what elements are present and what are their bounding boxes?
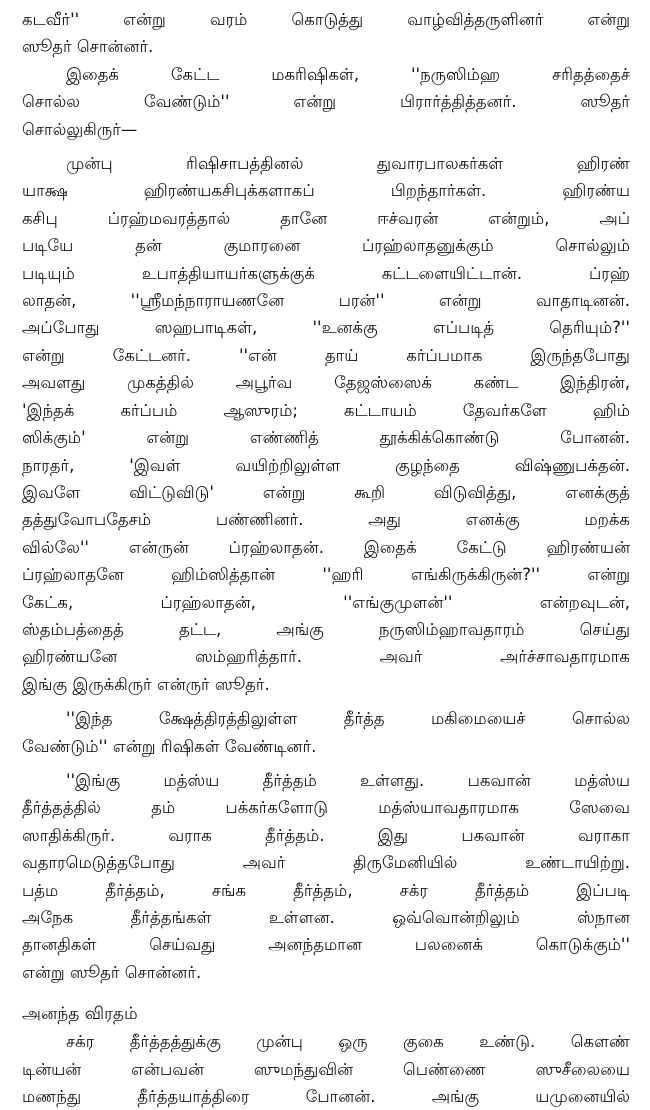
text-line: தீர்த்தத்தில் தம் பக்கர்களோடு மத்ஸ்யாவதாரமாக ஸேவை: [22, 798, 630, 818]
text-line: கசிபு ப்ரஹ்மவரத்தால் தானே ஈச்வரன் என்றும், அப்: [22, 208, 630, 228]
text-line: ''இந்த க்ஷேத்திரத்திலுள்ள தீர்த்த மகிமையைச் சொல்ல: [66, 709, 630, 729]
text-line: ''இங்கு மத்ஸ்ய தீர்த்தம் உள்ளது. பகவான் மத்ஸ்ய: [66, 770, 630, 790]
text-line: லாதன், ''ஸ்ரீமந்நாராயணனே பரன்'' என்று வாதாடினன்.: [22, 291, 630, 311]
text-line: பத்ம தீர்த்தம், சங்க தீர்த்தம், சக்ர தீர்த்தம் இப்படி: [22, 880, 630, 900]
text-line: இவளே விட்டுவிடு' என்று கூறி விடுவித்து, எனக்குத்: [22, 482, 630, 502]
text-line: அப்போது ஸஹபாடிகள், ''உனக்கு எப்படித் தெரியும்?'': [22, 318, 630, 338]
text-line: படியும் உபாத்தியாயர்களுக்குக் கட்டளையிட்டான். ப்ரஹ்: [22, 263, 630, 283]
text-line: கடவீர்'' என்று வரம் கொடுத்து வாழ்வித்தருளினர் என்று: [22, 10, 630, 29]
text-line: ஹிரண்யனே ஸம்ஹரித்தார். அவர் அர்ச்சாவதாரமாக: [22, 647, 630, 667]
text-line: வதாரமெடுத்தபோது அவர் திருமேனியில் உண்டாயிற்று.: [22, 853, 630, 873]
text-line: யாக்ஷ ஹிரண்யகசிபுக்களாகப் பிறந்தார்கள். ஹிரண்ய: [22, 181, 630, 201]
text-line: தத்துவோபதேசம் பண்ணினர். அது எனக்கு மறக்க: [22, 510, 630, 530]
text-line: தானதிகள் செய்வது அனந்தமான பலனைக் கொடுக்கும்'': [22, 935, 630, 955]
document-page: [22, 6, 630, 1110]
text-line: சக்ர தீர்த்தத்துக்கு முன்பு ஒரு குகை உண்டு. கௌண்: [66, 1032, 630, 1052]
text-line: சொல்லுகிருர்—: [22, 119, 138, 139]
text-line: மணந்து தீர்த்தயாத்திரை போனன். அங்கு யமுனையில்: [22, 1087, 630, 1107]
text-line: ஸ்தம்பத்தைத் தட்ட, அங்கு நருஸிம்ஹாவதாரம் செய்து: [22, 619, 630, 639]
text-line: என்று ஸூதர் சொன்னர்.: [22, 962, 202, 982]
text-line: வேண்டும்'' என்று ரிஷிகள் வேண்டினர்.: [22, 736, 317, 756]
text-line: ஸூதர் சொன்னர்.: [22, 37, 154, 57]
section-heading: அனந்த விரதம்: [22, 1004, 138, 1025]
text-line: 'இந்தக் கர்ப்பம் ஆஸுரம்; கட்டாயம் தேவர்களே ஹிம்: [22, 400, 630, 420]
text-line: அவளது முகத்தில் அபூர்வ தேஜஸ்ஸைக் கண்ட இந்திரன்,: [22, 373, 630, 393]
text-line: டின்யன் என்பவன் ஸுமந்துவின் பெண்ணை ஸுசீலையை: [22, 1059, 630, 1079]
text-line: அநேக தீர்த்தங்கள் உள்ளன. ஒவ்வொன்றிலும் ஸ்நான: [22, 908, 630, 927]
text-line: நாரதர், 'இவள் வயிற்றிலுள்ள குழந்தை விஷ்ணுபக்தன்.: [22, 455, 630, 475]
text-line: ப்ரஹ்லாதனே ஹிம்ஸித்தான் ''ஹரி எங்கிருக்கிருன்?'' என்று: [22, 565, 630, 585]
text-line: படியே தன் குமாரனை ப்ரஹ்லாதனுக்கும் சொல்லும்: [22, 236, 630, 256]
text-line: வில்லே'' என்ருன் ப்ரஹ்லாதன். இதைக் கேட்டு ஹிரண்யன்: [22, 537, 630, 557]
text-line: கேட்க, ப்ரஹ்லாதன், ''எங்குமுளன்'' என்றவுடன்,: [22, 592, 630, 612]
text-line: இதைக் கேட்ட மகரிஷிகள், ''நருஸிம்ஹ சரிதத்தைச்: [66, 64, 630, 84]
text-line: சொல்ல வேண்டும்'' என்று பிரார்த்தித்தனர். ஸூதர்: [22, 92, 630, 112]
text-line: என்று கேட்டனர். ''என் தாய் கர்ப்பமாக இருந்தபோது: [22, 345, 630, 365]
text-line: இங்கு இருக்கிருர் என்ருர் ஸூதர்.: [22, 674, 270, 694]
text-line: ஸாதிக்கிருர். வராக தீர்த்தம். இது பகவான் வராகா: [22, 825, 630, 845]
text-line: ஸிக்கும்' என்று எண்ணித் தூக்கிக்கொண்டு போனன்.: [22, 428, 630, 448]
text-line: முன்பு ரிஷிசாபத்தினல் துவாரபாலகர்கள் ஹிரண்: [66, 154, 630, 174]
